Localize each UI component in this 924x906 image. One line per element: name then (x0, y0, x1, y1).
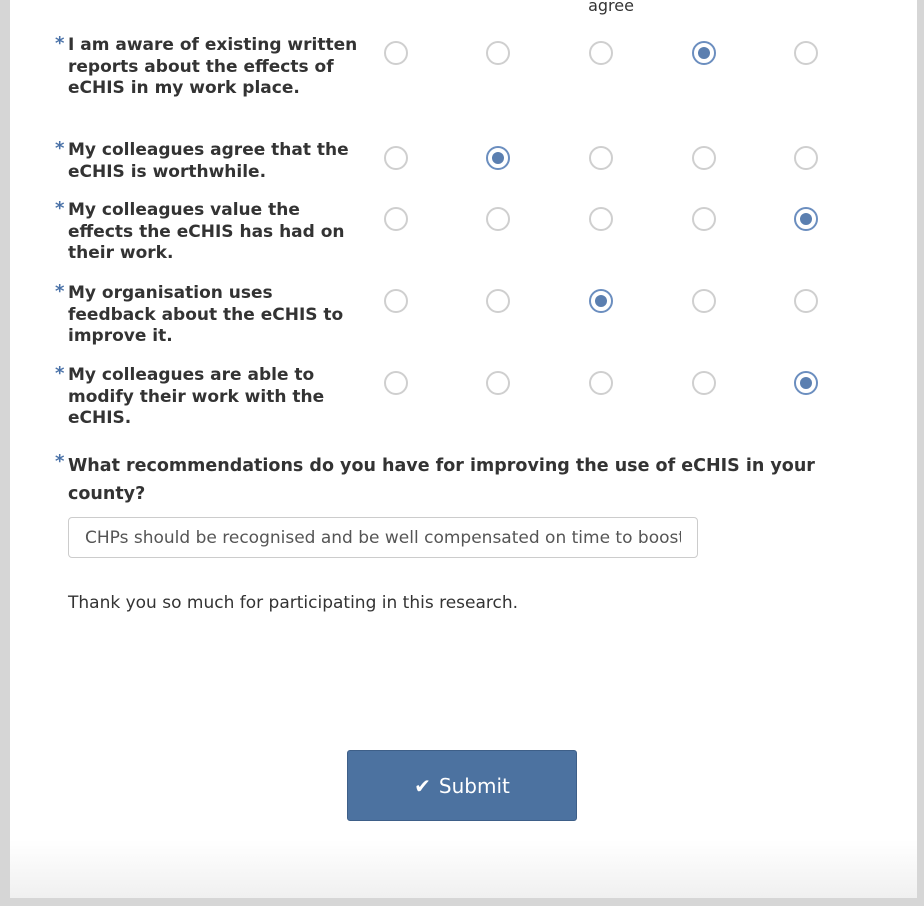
likert-radio[interactable] (692, 41, 716, 65)
check-icon: ✔ (414, 773, 431, 798)
submit-label: Submit (438, 773, 510, 798)
required-marker: * (55, 198, 65, 219)
likert-radio[interactable] (692, 207, 716, 231)
recommendations-input[interactable] (68, 517, 698, 558)
likert-radio[interactable] (794, 41, 818, 65)
likert-radio[interactable] (384, 207, 408, 231)
likert-radio[interactable] (486, 146, 510, 170)
likert-question (55, 198, 358, 265)
likert-radio[interactable] (589, 207, 613, 231)
likert-radio[interactable] (486, 41, 510, 65)
likert-radio[interactable] (589, 289, 613, 313)
likert-radio[interactable] (692, 289, 716, 313)
likert-radio[interactable] (384, 41, 408, 65)
likert-radio[interactable] (384, 146, 408, 170)
question-label: My organisation uses feedback about the eCHIS to improve it. (68, 283, 344, 346)
likert-radio[interactable] (486, 207, 510, 231)
survey-panel (10, 0, 917, 898)
likert-question (55, 33, 358, 100)
required-marker: * (55, 138, 65, 159)
required-marker: * (55, 363, 65, 384)
likert-radio[interactable] (486, 289, 510, 313)
required-marker: * (55, 451, 65, 472)
submit-button[interactable] (347, 750, 577, 821)
thank-you-text: Thank you so much for participating in this research. (68, 593, 519, 613)
likert-radio[interactable] (794, 146, 818, 170)
likert-question (55, 281, 358, 348)
likert-radio[interactable] (692, 371, 716, 395)
likert-radio[interactable] (589, 371, 613, 395)
likert-radio[interactable] (384, 289, 408, 313)
likert-radio[interactable] (486, 371, 510, 395)
question-label: My colleagues agree that the eCHIS is worthwhile. (68, 140, 349, 182)
likert-radio[interactable] (692, 146, 716, 170)
likert-radio[interactable] (384, 371, 408, 395)
question-label: I am aware of existing written reports about the effects of eCHIS in my work place. (68, 35, 358, 98)
likert-radio[interactable] (794, 371, 818, 395)
required-marker: * (55, 33, 65, 54)
question-label: My colleagues are able to modify their work with the eCHIS. (68, 365, 325, 428)
open-question (55, 451, 828, 508)
likert-radio[interactable] (589, 41, 613, 65)
likert-question (55, 363, 358, 430)
likert-radio[interactable] (589, 146, 613, 170)
required-marker: * (55, 281, 65, 302)
open-question-label: What recommendations do you have for improving the use of eCHIS in your county? (68, 456, 815, 504)
question-label: My colleagues value the effects the eCHIS has had on their work. (68, 200, 345, 263)
likert-radio[interactable] (794, 207, 818, 231)
likert-radio[interactable] (794, 289, 818, 313)
likert-question (55, 138, 358, 183)
column-header: agree (588, 0, 634, 15)
